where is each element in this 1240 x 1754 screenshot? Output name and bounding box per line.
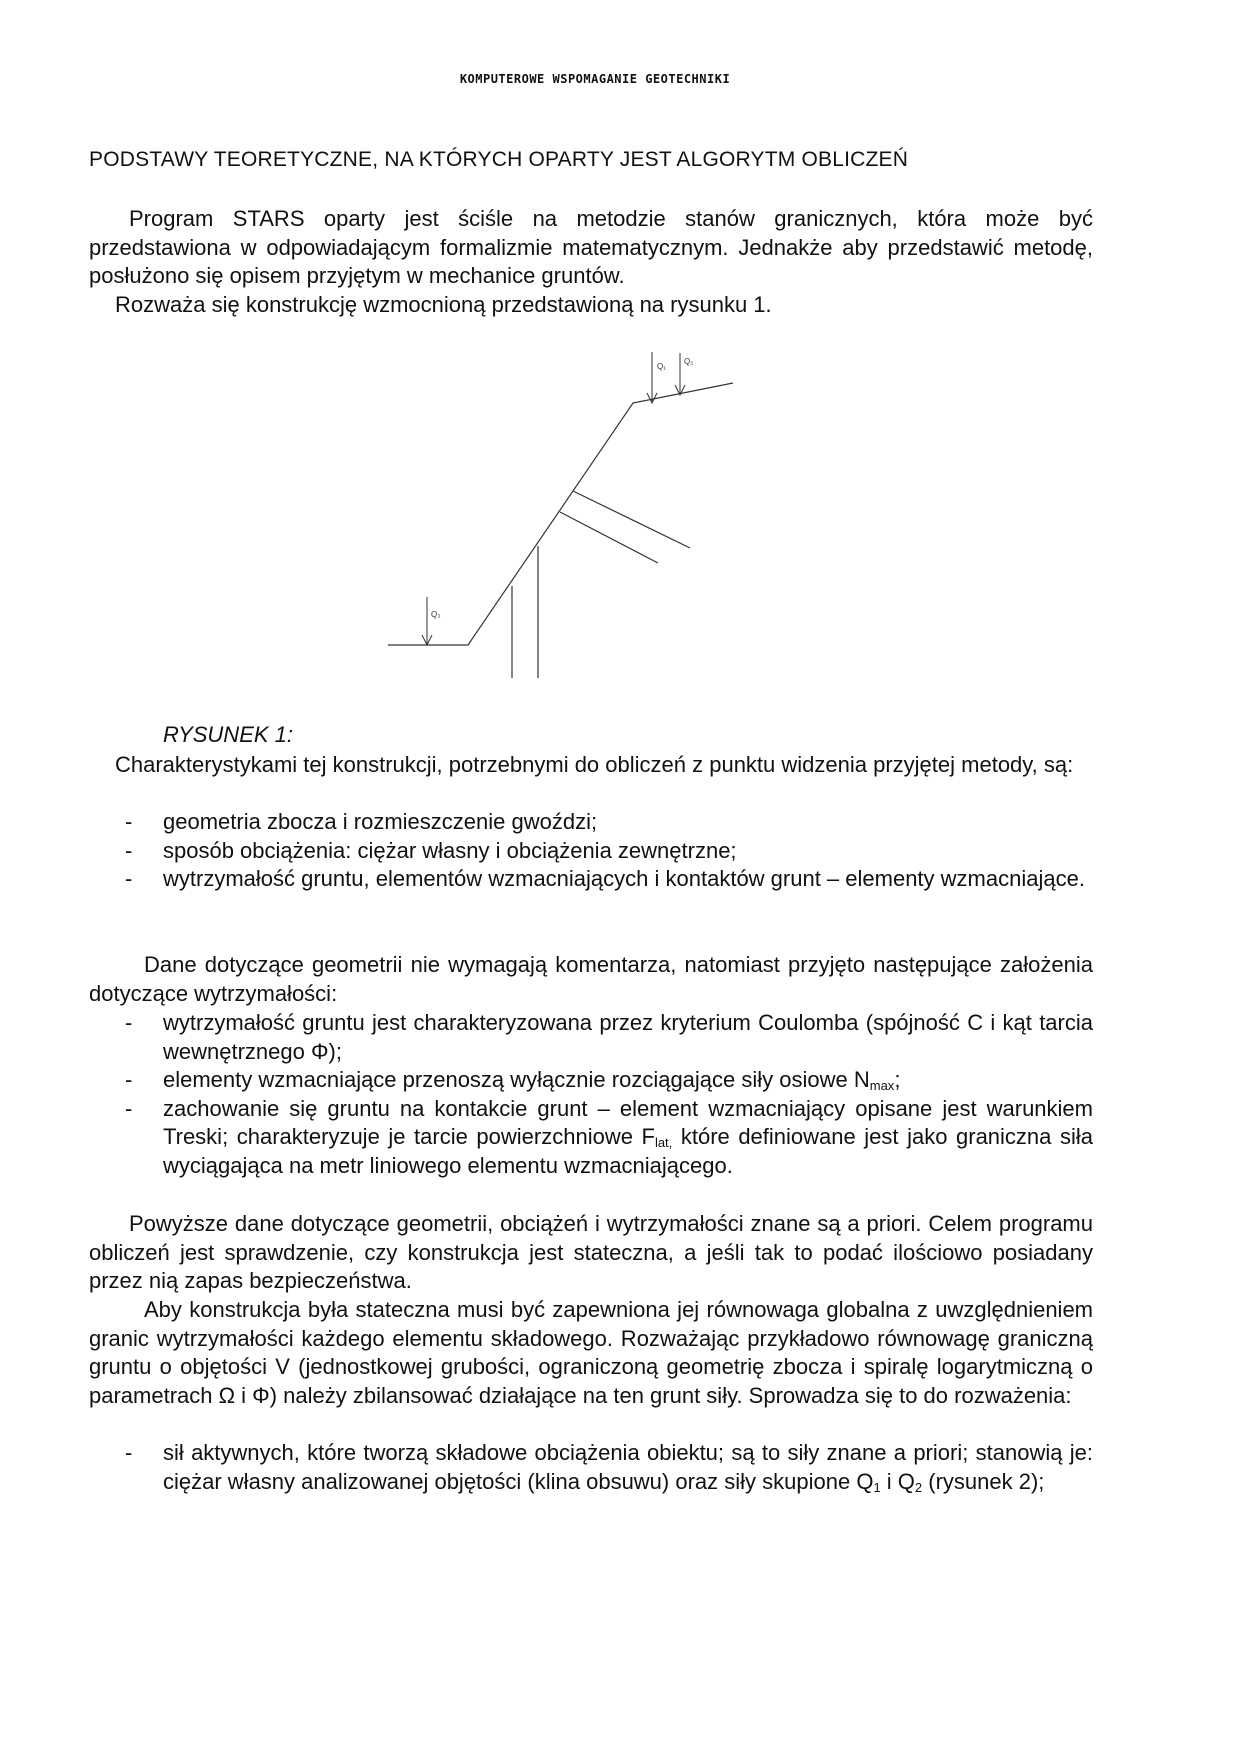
section-title: PODSTAWY TEORETYCZNE, NA KTÓRYCH OPARTY JEST ALGORYTM OBLICZEŃ bbox=[89, 148, 909, 171]
bullet-dash: - bbox=[125, 1440, 133, 1465]
list-item: - zachowanie się gruntu na kontakcie grunt – element wzmacniający opisane jest warunkiem Treski; charakteryzuje je tarcie powierzchniowe $F_{lat,}$ które definiowane jest jako graniczna siła wyciągająca na metr liniowego elementu wzmacniającego. bbox=[125, 1095, 1093, 1178]
list-item: - wytrzymałość gruntu jest charakteryzowana przez kryterium Coulomba (spójność C i kąt tarcia wewnętrznego Φ); bbox=[125, 1010, 1093, 1064]
bullet-dash: - bbox=[125, 1010, 133, 1035]
list-item: - sił aktywnych, które tworzą składowe obciążenia obiektu; są to siły znane a priori; stanowią je: ciężar własny analizowanej objętości (klina obsuwu) oraz siły skupione $Q_1$ i $Q_2$ (rysunek 2); bbox=[125, 1440, 1093, 1495]
load-arrow-q3 bbox=[422, 597, 432, 645]
list-item: - wytrzymałość gruntu, elementów wzmacniających i kontaktów grunt – elementy wzmacniające. bbox=[89, 865, 1093, 894]
slope-ground-line bbox=[388, 383, 733, 645]
goal-paragraph-1: Powyższe dane dotyczące geometrii, obciążeń i wytrzymałości znane są a priori. Celem programu obliczeń jest sprawdzenie, czy konstrukcja jest stateczna, a jeśli tak to podać ilościowo posiadany przez nią zapas bezpieczeństwa. bbox=[89, 1211, 1093, 1293]
label-q3: Q₃ bbox=[431, 610, 441, 619]
load-arrow-q1 bbox=[647, 352, 657, 403]
nail-line bbox=[573, 491, 690, 548]
running-header: KOMPUTEROWE WSPOMAGANIE GEOTECHNIKI bbox=[459, 72, 731, 86]
assumptions-list bbox=[89, 1009, 1093, 1180]
list-item: - elementy wzmacniające przenoszą wyłącznie rozciągające siły osiowe $N_{max}$; bbox=[125, 1067, 901, 1093]
nail-line bbox=[560, 512, 658, 563]
bullet-dash: - bbox=[125, 1095, 133, 1121]
bullet-dash: - bbox=[125, 809, 133, 834]
forces-list bbox=[89, 1439, 1093, 1496]
slope-figure bbox=[380, 335, 740, 685]
intro-paragraph-2: Rozważa się konstrukcję wzmocnioną przedstawioną na rysunku 1. bbox=[115, 292, 772, 317]
assumptions-lead: Dane dotyczące geometrii nie wymagają komentarza, natomiast przyjęto następujące założenia dotyczące wytrzymałości: bbox=[89, 952, 1093, 1006]
list-item: - geometria zbocza i rozmieszczenie gwoździ; bbox=[89, 808, 1093, 837]
bullet-dash: - bbox=[125, 837, 133, 863]
characteristics-lead: Charakterystykami tej konstrukcji, potrzebnymi do obliczeń z punktu widzenia przyjętej metody, są: bbox=[115, 752, 1074, 777]
label-q1: Q₁ bbox=[657, 362, 666, 371]
figure-caption: RYSUNEK 1: bbox=[163, 722, 294, 747]
characteristics-list bbox=[89, 808, 1093, 894]
bullet-dash: - bbox=[125, 1067, 133, 1092]
label-q2: Q₂ bbox=[684, 357, 694, 366]
list-item: - sposób obciążenia: ciężar własny i obciążenia zewnętrzne; bbox=[89, 837, 1093, 866]
bullet-dash: - bbox=[125, 866, 133, 891]
goal-paragraph-2: Aby konstrukcja była stateczna musi być zapewniona jej równowaga globalna z uwzględnieniem granic wytrzymałości każdego elementu składowego. Rozważając przykładowo równowagę graniczną gruntu o objętości V (jednostkowej grubości, ograniczoną geometrię zbocza i spiralę logarytmiczną o parametrach Ω i Φ) należy zbilansować działające na ten grunt siły. Sprowadza się to do rozważenia: bbox=[89, 1297, 1093, 1408]
intro-paragraph-1: Program STARS oparty jest ściśle na metodzie stanów granicznych, która może być przedstawiona w odpowiadającym formalizmie matematycznym. Jednakże aby przedstawić metodę, posłużono się opisem przyjętym w mechanice gruntów. bbox=[89, 206, 1093, 288]
